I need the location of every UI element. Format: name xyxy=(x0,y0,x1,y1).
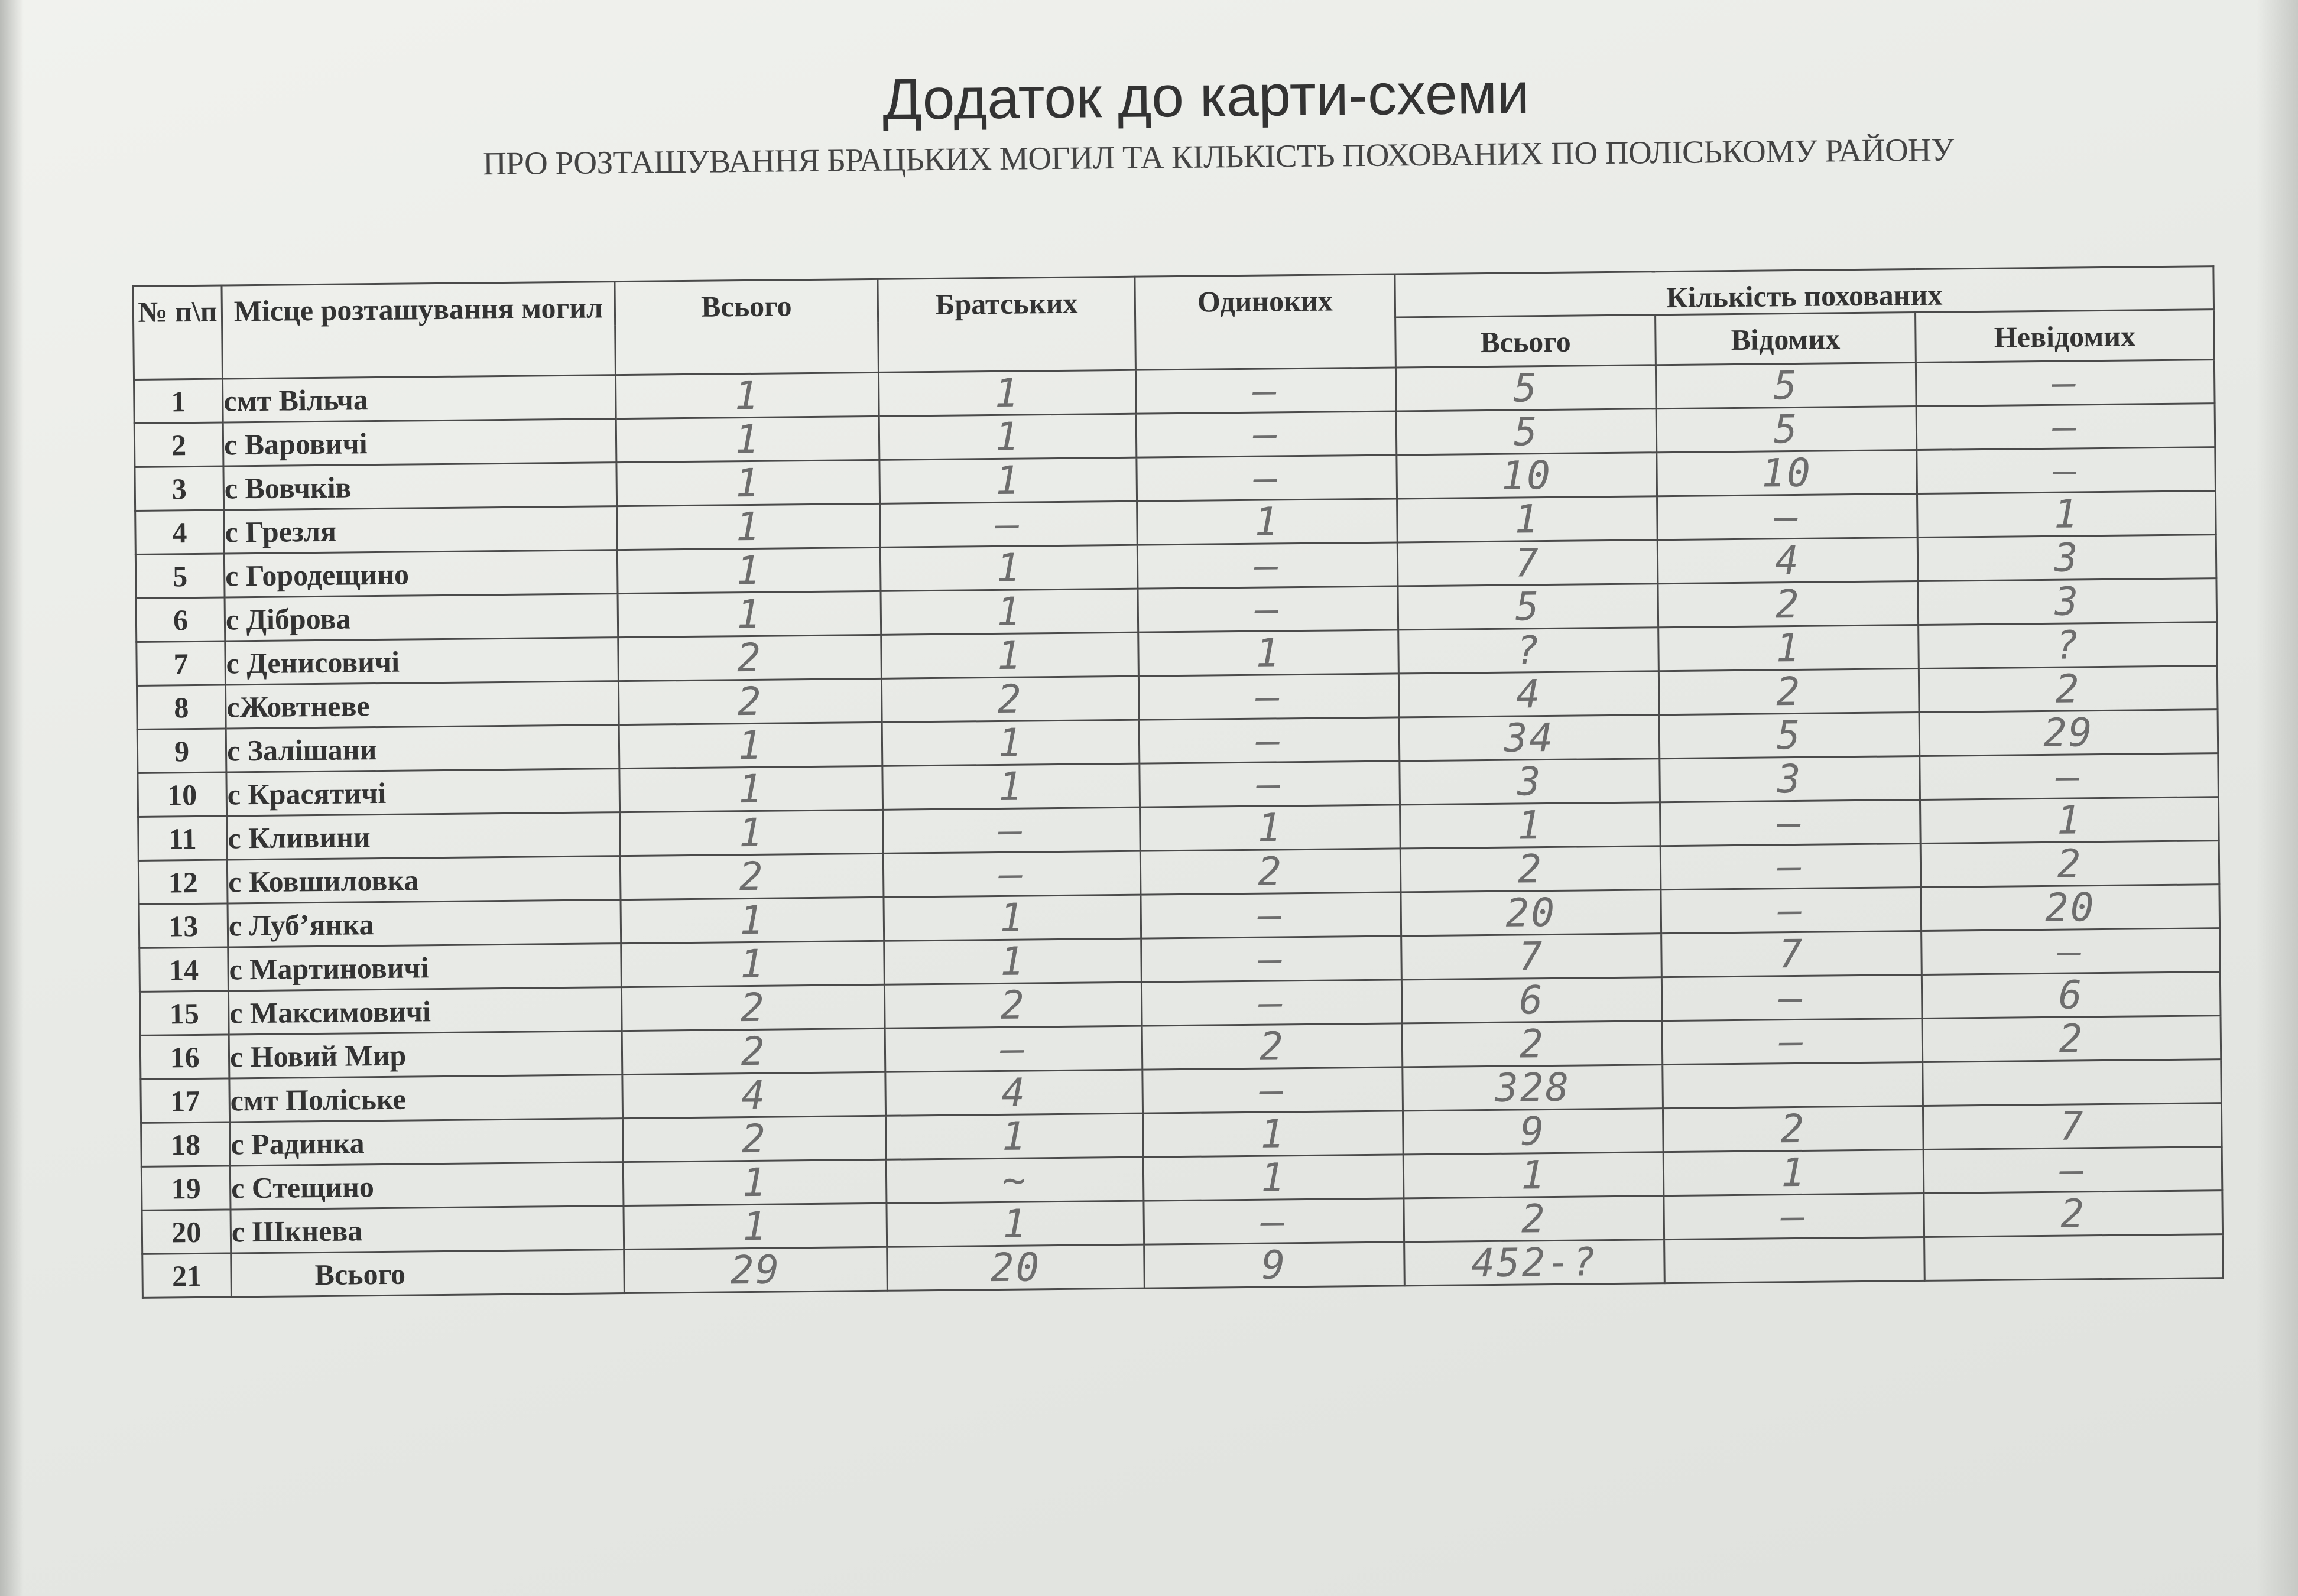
document-subtitle: ПРО РОЗТАШУВАННЯ БРАЦЬКИХ МОГИЛ ТА КІЛЬКІСТЬ ПОХОВАНИХ ПО ПОЛІСЬКОМУ РАЙОНУ xyxy=(482,131,1955,182)
buried-unknown-cell: – xyxy=(1922,928,2221,975)
row-number-cell: 7 xyxy=(137,641,226,685)
mass-graves-cell: – xyxy=(885,1026,1142,1072)
mass-graves-cell: 20 xyxy=(887,1244,1145,1291)
buried-known-cell: – xyxy=(1660,843,1921,889)
graves-total-cell: 1 xyxy=(620,810,884,856)
row-number-cell: 4 xyxy=(135,510,225,554)
buried-total-cell: 7 xyxy=(1397,540,1658,586)
buried-unknown-cell: 29 xyxy=(1919,710,2218,756)
row-number-cell: 14 xyxy=(139,947,229,992)
buried-known-cell: – xyxy=(1661,974,1922,1020)
single-graves-cell: 1 xyxy=(1143,1155,1404,1201)
buried-unknown-cell: – xyxy=(1917,447,2216,494)
mass-graves-cell: 1 xyxy=(882,720,1140,766)
buried-known-cell: 10 xyxy=(1657,450,1917,496)
graves-total-cell: 2 xyxy=(622,1028,885,1074)
buried-total-cell: 5 xyxy=(1396,409,1657,455)
mass-graves-cell: 1 xyxy=(884,895,1141,941)
single-graves-cell: – xyxy=(1142,1067,1403,1113)
buried-total-cell: 20 xyxy=(1401,890,1661,936)
row-number-cell: 17 xyxy=(141,1078,230,1123)
place-name-cell: с Городещино xyxy=(224,550,618,597)
buried-total-cell: 4 xyxy=(1398,671,1659,717)
graves-total-cell: 1 xyxy=(623,1159,887,1205)
row-number-cell: 8 xyxy=(137,685,226,729)
single-graves-cell: 1 xyxy=(1143,1111,1404,1157)
buried-total-cell: 1 xyxy=(1400,802,1661,849)
buried-total-cell: 1 xyxy=(1397,496,1658,542)
buried-total-cell: 5 xyxy=(1398,584,1658,630)
buried-known-cell: 2 xyxy=(1658,581,1919,628)
graves-total-cell: 1 xyxy=(621,897,884,943)
mass-graves-cell: ~ xyxy=(886,1157,1144,1203)
buried-known-cell: 2 xyxy=(1658,668,1919,714)
header-known: Відомих xyxy=(1656,313,1916,365)
buried-known-cell: 1 xyxy=(1658,625,1919,671)
graves-total-cell: 1 xyxy=(616,460,880,506)
mass-graves-cell: 1 xyxy=(880,545,1138,591)
place-name-cell: с Радинка xyxy=(230,1119,624,1166)
buried-unknown-cell: 3 xyxy=(1918,578,2217,625)
row-number-cell: 21 xyxy=(142,1253,232,1298)
place-name-cell: с Новий Мир xyxy=(229,1031,622,1078)
row-number-cell: 20 xyxy=(142,1210,231,1254)
buried-unknown-cell xyxy=(1924,1234,2224,1281)
graves-total-cell: 1 xyxy=(617,503,881,550)
burial-table xyxy=(132,265,2224,1299)
graves-total-cell: 2 xyxy=(623,1116,887,1162)
buried-total-cell: 9 xyxy=(1403,1109,1663,1155)
row-number-cell: 6 xyxy=(136,597,225,642)
mass-graves-cell: 1 xyxy=(879,414,1137,460)
place-name-cell: Всього xyxy=(231,1250,625,1297)
buried-known-cell xyxy=(1663,1062,1923,1108)
mass-graves-cell: 2 xyxy=(881,676,1139,722)
header-place: Місце розташування могил xyxy=(222,282,615,379)
header-buried-group: Кількість похованих xyxy=(1395,266,2214,317)
place-name-cell: с Кливини xyxy=(227,812,621,860)
single-graves-cell: 1 xyxy=(1137,499,1398,545)
mass-graves-cell: 1 xyxy=(881,589,1138,635)
single-graves-cell: – xyxy=(1137,542,1398,589)
row-number-cell: 11 xyxy=(138,816,228,860)
row-number-cell: 16 xyxy=(140,1035,229,1079)
buried-unknown-cell: – xyxy=(1920,753,2219,800)
graves-total-cell: 1 xyxy=(621,941,885,987)
graves-total-cell: 1 xyxy=(619,766,883,812)
buried-known-cell: 7 xyxy=(1661,931,1922,977)
buried-total-cell: 5 xyxy=(1395,365,1656,411)
document-content xyxy=(130,51,2222,1299)
left-edge-shadow xyxy=(0,0,24,1596)
graves-total-cell: 1 xyxy=(615,372,879,418)
place-name-cell: смт Поліське xyxy=(229,1075,623,1122)
document-title: Додаток до карти-схеми xyxy=(882,60,1530,132)
buried-unknown-cell: 2 xyxy=(1924,1191,2223,1237)
single-graves-cell: – xyxy=(1141,980,1402,1026)
header-total: Всього xyxy=(615,279,878,375)
graves-total-cell: 1 xyxy=(617,547,881,593)
single-graves-cell: – xyxy=(1138,586,1398,632)
place-name-cell: с Денисовичі xyxy=(225,638,619,685)
header-buried-total: Всього xyxy=(1395,315,1656,368)
header-mass: Братських xyxy=(878,277,1135,372)
buried-unknown-cell: 20 xyxy=(1921,885,2220,931)
mass-graves-cell: 1 xyxy=(882,763,1140,810)
graves-total-cell: 1 xyxy=(616,416,879,462)
buried-known-cell: 2 xyxy=(1663,1106,1923,1152)
place-name-cell: с Стещино xyxy=(230,1162,624,1210)
single-graves-cell: – xyxy=(1137,455,1397,501)
mass-graves-cell: 1 xyxy=(884,938,1142,984)
place-name-cell: с Залішани xyxy=(226,725,619,772)
buried-total-cell: 328 xyxy=(1403,1065,1663,1111)
mass-graves-cell: 4 xyxy=(885,1070,1143,1116)
graves-total-cell: 2 xyxy=(618,635,882,681)
mass-graves-cell: 1 xyxy=(886,1113,1144,1159)
buried-unknown-cell: 3 xyxy=(1917,535,2216,581)
graves-total-cell: 2 xyxy=(618,678,882,724)
row-number-cell: 19 xyxy=(141,1166,231,1210)
buried-known-cell: – xyxy=(1657,494,1918,540)
mass-graves-cell: 1 xyxy=(881,632,1139,678)
graves-total-cell: 1 xyxy=(618,591,881,637)
buried-unknown-cell: 2 xyxy=(1920,841,2219,888)
buried-unknown-cell: ? xyxy=(1919,622,2218,669)
single-graves-cell: – xyxy=(1136,411,1397,457)
place-name-cell: с Шкнева xyxy=(231,1206,624,1253)
row-number-cell: 2 xyxy=(134,422,223,467)
buried-total-cell: 2 xyxy=(1402,1021,1663,1067)
buried-unknown-cell: 6 xyxy=(1922,972,2221,1019)
mass-graves-cell: 2 xyxy=(884,982,1142,1028)
mass-graves-cell: – xyxy=(883,807,1141,853)
single-graves-cell: 9 xyxy=(1144,1242,1405,1288)
buried-known-cell: 5 xyxy=(1656,363,1916,409)
single-graves-cell: – xyxy=(1138,674,1399,720)
row-number-cell: 15 xyxy=(139,991,229,1035)
buried-total-cell: 452-? xyxy=(1404,1240,1665,1286)
buried-known-cell: 1 xyxy=(1663,1149,1924,1195)
mass-graves-cell: 1 xyxy=(887,1201,1144,1247)
single-graves-cell: 1 xyxy=(1140,805,1401,851)
graves-total-cell: 29 xyxy=(624,1247,888,1293)
row-number-cell: 1 xyxy=(134,379,223,423)
single-graves-cell: – xyxy=(1135,368,1396,414)
place-name-cell: с Варовичі xyxy=(223,419,616,466)
buried-unknown-cell: 2 xyxy=(1922,1016,2221,1062)
buried-total-cell: 2 xyxy=(1404,1196,1664,1242)
single-graves-cell: – xyxy=(1139,717,1400,763)
buried-known-cell xyxy=(1664,1237,1925,1283)
row-number-cell: 13 xyxy=(139,903,228,948)
place-name-cell: с Вовчків xyxy=(223,463,617,510)
buried-total-cell: 10 xyxy=(1397,453,1657,499)
graves-total-cell: 1 xyxy=(619,722,882,768)
place-name-cell: с Максимовичі xyxy=(228,987,622,1035)
single-graves-cell: – xyxy=(1141,892,1401,938)
graves-total-cell: 2 xyxy=(620,853,884,899)
header-single: Одиноких xyxy=(1135,274,1395,370)
single-graves-cell: – xyxy=(1144,1198,1404,1244)
buried-total-cell: 7 xyxy=(1401,934,1662,980)
buried-unknown-cell: 1 xyxy=(1920,797,2219,844)
buried-known-cell: 4 xyxy=(1657,538,1918,584)
row-number-cell: 3 xyxy=(135,466,224,511)
buried-total-cell: 34 xyxy=(1399,715,1660,761)
graves-total-cell: 4 xyxy=(622,1072,886,1118)
buried-total-cell: 2 xyxy=(1400,846,1661,892)
table-body xyxy=(134,360,2224,1298)
row-number-cell: 12 xyxy=(138,860,228,904)
mass-graves-cell: – xyxy=(880,501,1138,547)
mass-graves-cell: 1 xyxy=(879,457,1137,503)
place-name-cell: с Красятичі xyxy=(226,769,620,816)
buried-unknown-cell: – xyxy=(1916,360,2215,407)
buried-unknown-cell xyxy=(1923,1059,2222,1106)
row-number-cell: 9 xyxy=(137,729,226,773)
buried-total-cell: 1 xyxy=(1403,1152,1664,1198)
row-number-cell: 18 xyxy=(141,1122,231,1166)
place-name-cell: с Діброва xyxy=(225,594,618,641)
buried-unknown-cell: 7 xyxy=(1923,1103,2222,1150)
buried-total-cell: ? xyxy=(1398,628,1659,674)
buried-unknown-cell: 1 xyxy=(1917,491,2216,538)
single-graves-cell: – xyxy=(1140,761,1400,807)
mass-graves-cell: 1 xyxy=(878,370,1136,416)
buried-unknown-cell: – xyxy=(1916,404,2215,450)
place-name-cell: с Грезля xyxy=(224,506,618,554)
header-number: № п\п xyxy=(133,285,223,379)
graves-total-cell: 2 xyxy=(621,984,885,1031)
row-number-cell: 10 xyxy=(138,772,227,817)
place-name-cell: с Ковшиловка xyxy=(227,856,621,903)
buried-unknown-cell: 2 xyxy=(1919,666,2218,713)
buried-known-cell: – xyxy=(1664,1193,1924,1239)
buried-known-cell: – xyxy=(1661,887,1922,933)
buried-known-cell: 5 xyxy=(1659,712,1920,758)
single-graves-cell: 1 xyxy=(1138,630,1399,676)
graves-total-cell: 1 xyxy=(624,1203,887,1249)
row-number-cell: 5 xyxy=(135,554,225,598)
right-edge-shadow xyxy=(2257,0,2298,1596)
place-name-cell: с Луб’янка xyxy=(228,900,621,947)
header-unknown: Невідомих xyxy=(1916,310,2215,363)
buried-known-cell: 3 xyxy=(1660,756,1920,802)
buried-known-cell: – xyxy=(1662,1018,1923,1064)
place-name-cell: с Мартиновичі xyxy=(228,944,622,991)
buried-known-cell: – xyxy=(1660,799,1921,846)
single-graves-cell: – xyxy=(1141,936,1402,982)
mass-graves-cell: – xyxy=(883,851,1141,897)
single-graves-cell: 2 xyxy=(1142,1023,1403,1070)
single-graves-cell: 2 xyxy=(1140,849,1401,895)
buried-total-cell: 3 xyxy=(1400,759,1660,805)
place-name-cell: сЖовтневе xyxy=(225,681,619,729)
buried-known-cell: 5 xyxy=(1656,407,1917,453)
buried-total-cell: 6 xyxy=(1401,977,1662,1023)
place-name-cell: смт Вільча xyxy=(223,375,616,422)
buried-unknown-cell: – xyxy=(1923,1147,2222,1194)
